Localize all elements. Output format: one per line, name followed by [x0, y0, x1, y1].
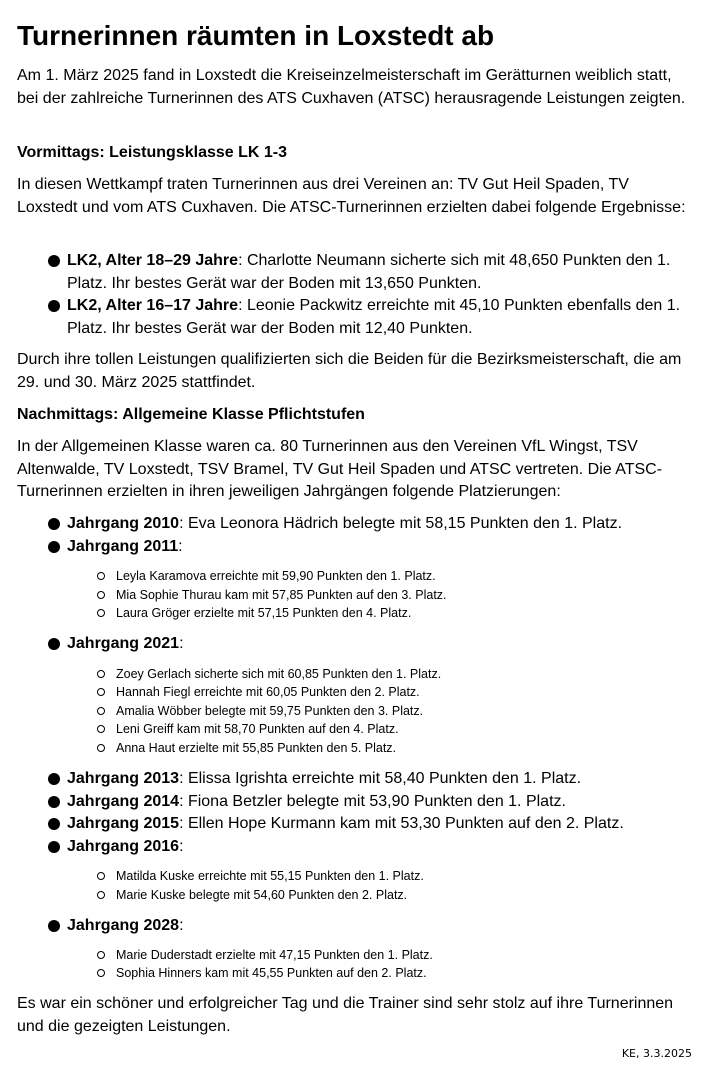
qualification-paragraph: Durch ihre tollen Leistungen qualifizierten sich die Beiden für die Bezirksmeisterschaft, die am 29. und 30. März 2025 stattfindet.	[17, 351, 682, 391]
bullet-icon	[48, 773, 60, 785]
year-label: Jahrgang 2013	[67, 770, 180, 787]
circle-bullet-icon	[97, 744, 105, 752]
year-label: Jahrgang 2016	[67, 838, 180, 855]
year-text: : Elissa Igrishta erreichte mit 58,40 Punkten den 1. Platz.	[179, 770, 582, 787]
circle-bullet-icon	[97, 609, 105, 617]
year-label: Jahrgang 2015	[67, 815, 180, 832]
circle-bullet-icon	[97, 725, 105, 733]
bullet-icon	[48, 541, 60, 553]
circle-bullet-icon	[97, 591, 105, 599]
circle-bullet-icon	[97, 670, 105, 678]
year-label: Jahrgang 2010	[67, 515, 180, 532]
bullet-icon	[48, 920, 60, 932]
circle-bullet-icon	[97, 707, 105, 715]
article-title: Turnerinnen räumten in Loxstedt ab	[17, 20, 495, 51]
result-text: : Leonie Packwitz erreichte mit 45,10 Punkten ebenfalls den 1. Platz. Ihr bestes Gerät war der Boden mit 12,40 Punkten.	[67, 297, 681, 337]
bullet-icon	[48, 255, 60, 267]
year-text: :	[179, 635, 184, 652]
signature: KE, 3.3.2025	[621, 1047, 692, 1060]
bullet-icon	[48, 638, 60, 650]
intro-paragraph: Am 1. März 2025 fand in Loxstedt die Kreiseinzelmeisterschaft im Gerätturnen weiblich statt, bei der zahlreiche Turnerinnen des ATS Cuxhaven (ATSC) herausragende Leistungen zeigten.	[17, 67, 686, 107]
morning-paragraph: In diesen Wettkampf traten Turnerinnen aus drei Vereinen an: TV Gut Heil Spaden, TV Loxstedt und vom ATS Cuxhaven. Die ATSC-Turnerinnen erzielten dabei folgende Ergebnisse:	[17, 176, 686, 216]
circle-bullet-icon	[97, 572, 105, 580]
bullet-icon	[48, 818, 60, 830]
year-text: : Ellen Hope Kurmann kam mit 53,30 Punkten auf den 2. Platz.	[179, 815, 624, 832]
result-text: : Charlotte Neumann sicherte sich mit 48,650 Punkten den 1. Platz. Ihr bestes Gerät war der Boden mit 13,650 Punkten.	[67, 252, 671, 292]
year-label: Jahrgang 2014	[67, 793, 180, 810]
year-label: Jahrgang 2021	[67, 635, 180, 652]
circle-bullet-icon	[97, 951, 105, 959]
year-label: Jahrgang 2011	[67, 538, 179, 555]
year-text: :	[179, 838, 184, 855]
bullet-icon	[48, 796, 60, 808]
bullet-icon	[48, 841, 60, 853]
afternoon-paragraph: In der Allgemeinen Klasse waren ca. 80 Turnerinnen aus den Vereinen VfL Wingst, TSV Altenwalde, TV Loxstedt, TSV Bramel, TV Gut Heil Spaden und ATSC vertreten. Die ATSC-Turnerinnen erzielten in ihren jeweiligen Jahrgängen folgende Platzierungen:	[17, 438, 663, 500]
year-text: : Eva Leonora Hädrich belegte mit 58,15 Punkten den 1. Platz.	[179, 515, 623, 532]
bullet-icon	[48, 300, 60, 312]
morning-heading: Vormittags: Leistungsklasse LK 1-3	[17, 144, 287, 161]
closing-paragraph: Es war ein schöner und erfolgreicher Tag und die Trainer sind sehr stolz auf ihre Turnerinnen und die gezeigten Leistungen.	[17, 995, 674, 1035]
result-label: LK2, Alter 18–29 Jahre	[67, 252, 239, 269]
circle-bullet-icon	[97, 969, 105, 977]
bullet-icon	[48, 518, 60, 530]
year-text: :	[179, 917, 184, 934]
circle-bullet-icon	[97, 891, 105, 899]
circle-bullet-icon	[97, 688, 105, 696]
result-label: LK2, Alter 16–17 Jahre	[67, 297, 239, 314]
year-text: :	[178, 538, 183, 555]
year-label: Jahrgang 2028	[67, 917, 180, 934]
afternoon-heading: Nachmittags: Allgemeine Klasse Pflichtstufen	[17, 406, 365, 423]
year-text: : Fiona Betzler belegte mit 53,90 Punkten den 1. Platz.	[179, 793, 566, 810]
circle-bullet-icon	[97, 872, 105, 880]
